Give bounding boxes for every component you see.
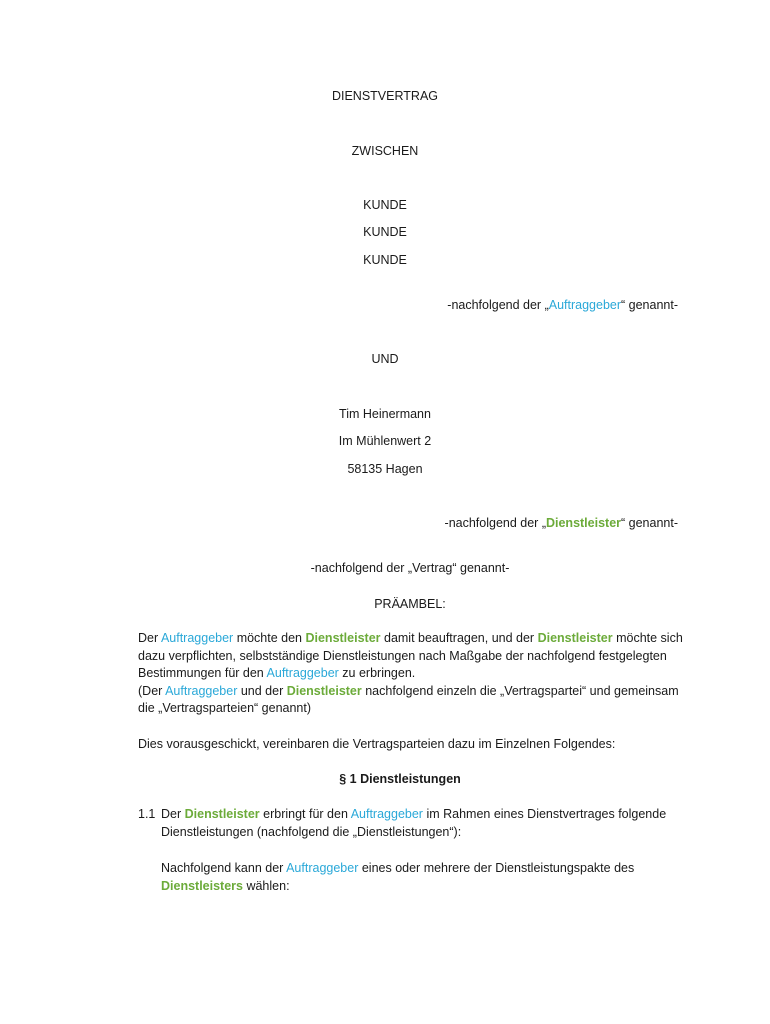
and-label: UND [371,352,399,366]
provider-name: Tim Heinermann [339,407,431,421]
client-designation: -nachfolgend der „Auftraggeber“ genannt- [447,298,678,312]
clause-number: 1.1 [138,807,156,821]
term-dienstleisters: Dienstleisters [161,878,243,893]
term-auftraggeber: Auftraggeber [266,666,339,680]
provider-city: 58135 Hagen [347,462,423,476]
client-line: KUNDE [363,225,407,239]
term-auftraggeber: Auftraggeber [165,683,238,698]
client-line: KUNDE [363,253,407,267]
contract-designation: -nachfolgend der „Vertrag“ genannt- [310,561,510,575]
term-auftraggeber: Auftraggeber [350,807,423,821]
term-dienstleister: Dienstleister [305,631,381,645]
section-heading: § 1 Dienstleistungen [339,772,461,786]
provider-street: Im Mühlenwert 2 [338,434,432,448]
term-dienstleister: Dienstleister [286,683,362,698]
clause-followup: Nachfolgend kann der Auftraggeber eines oder mehrere der Dienstleistungspakte des Dienstleisters wählen: [161,861,635,893]
clause-text: Der Dienstleister erbringt für den Auftraggeber im Rahmen eines Dienstvertrages folgende Dienstleistungen (nachfolgend die „Dienstleistungen“): [161,807,667,839]
provider-designation: -nachfolgend der „Dienstleister“ genannt- [444,516,678,530]
agreement-sentence: Dies vorausgeschickt, vereinbaren die Vertragsparteien dazu im Einzelnen Folgendes: [138,737,616,751]
term-auftraggeber: Auftraggeber [548,298,622,312]
term-dienstleister: Dienstleister [545,516,622,530]
term-dienstleister: Dienstleister [537,631,613,645]
contract-title: DIENSTVERTRAG [331,89,439,103]
term-auftraggeber: Auftraggeber [286,861,359,875]
term-auftraggeber: Auftraggeber [160,631,234,645]
preamble-heading: PRÄAMBEL: [374,597,446,611]
between-label: ZWISCHEN [351,144,419,158]
term-dienstleister: Dienstleister [184,807,260,821]
preamble-paragraph: Der Auftraggeber möchte den Dienstleister damit beauftragen, und der Dienstleister möchte sich dazu verpflichten, selbstständige Dienstleistungen nach Maßgabe der nachfolgend festgelegten Bestimmungen für den Auftraggeber zu erbringen. (Der Auftraggeber und der Dienstleister nachfolgend einzeln die „Vertragspartei“ und gemeinsam die „Vertragsparteien“ genannt) [138,631,683,715]
client-line: KUNDE [363,198,407,212]
